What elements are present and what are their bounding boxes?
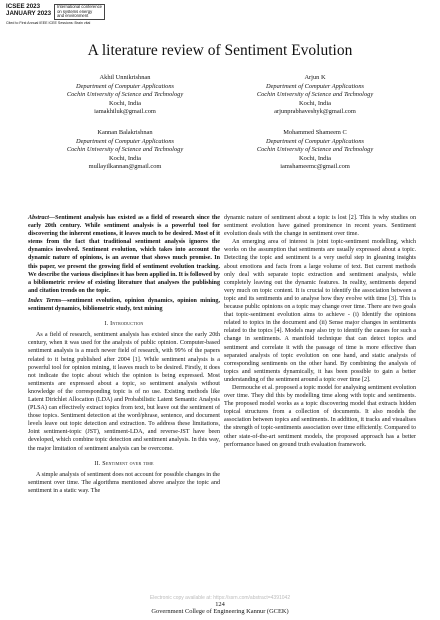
paper-title: A literature review of Sentiment Evolution xyxy=(87,42,353,59)
conference-box xyxy=(54,4,105,20)
author-name: Akhil Unnikrishnan xyxy=(99,74,151,81)
author-institution: Cochin University of Science and Technology xyxy=(66,91,184,99)
left-column xyxy=(28,214,220,495)
index-terms-label: Index Terms xyxy=(28,297,62,304)
conference-note: Cited to First Annual IEEE ICEE Sessions: Brain vital xyxy=(6,20,91,25)
author-city: Kochi, India xyxy=(299,154,331,162)
conference-box-line-3: and environment xyxy=(57,13,89,19)
author-department: Department of Computer Applications xyxy=(265,82,365,90)
author-name: Kannan Balakrishnan xyxy=(97,129,153,136)
author-block xyxy=(220,74,410,117)
author-department: Department of Computer Applications xyxy=(75,137,175,145)
section-heading-sentiment-over-time: II. Sentiment over time xyxy=(94,460,154,467)
abstract-label: Abstract xyxy=(28,215,49,221)
conference-box-line-2: on systems energy xyxy=(57,8,93,14)
author-email: iamakhiluk@gmail.com xyxy=(94,108,156,116)
author-institution: Cochin University of Science and Technology xyxy=(256,91,374,99)
author-city: Kochi, India xyxy=(109,99,141,107)
ssrn-watermark: Electronic copy available at: https://ssrn.com/abstract=4391042 xyxy=(149,595,291,601)
right-paragraph-1: dynamic nature of sentiment about a topic is lost [2]. This is why studies on sentiment evolution have gained prominence in recent years. Sentiment evolution deals with the change in sentiment over time. xyxy=(224,215,416,238)
conference-code: ICSEE 2023 xyxy=(6,3,41,10)
footer-line: Government College of Engineering Kannur (GCEK) xyxy=(151,608,289,616)
introduction-paragraph: As a field of research, sentiment analysis has existed since the early 20th century, when it was used for the analysis of public opinion. Computer-based sentiment analysis is a much newer field of research, with 99% of the papers related to it being published after 2004 [1]. While sentiment analysis is a powerful tool for opinion mining, it leaves much to be desired. Firstly, it does not indicate the topic about which the opinion is being expressed. Most sentiments are expressed about a topic, so sentiment analysis without knowledge of the corresponding topic is of no use. Existing methods like Latent Dirichlet Allocation (LDA) and Probabilistic Latent Semantic Analysis (PLSA) can effectively extract topics from text, but leave out the sentiment of those topics. Sentiment detection at the word/phrase, sentence, and document levels leave out topic detection and extraction. To address these limitations, Joint sentiment-topic (JST), sentiment-LDA, and reverse-JST have been developed, which combine topic detection and sentiment analysis. In this way, the major limitation of sentiment analysis can be overcome. xyxy=(28,332,220,452)
author-email: arjunprabhaveshyk@gmail.com xyxy=(274,108,356,116)
right-column xyxy=(224,214,416,449)
author-city: Kochi, India xyxy=(299,99,331,107)
author-name: Arjun K xyxy=(304,74,326,81)
page-number: 124 xyxy=(215,601,225,608)
author-email: iamshameemc@gmail.com xyxy=(280,163,350,171)
author-department: Department of Computer Applications xyxy=(265,137,365,145)
index-terms-text: —sentiment evolution, opinion dynamics, opinion mining, sentiment dynamics, bibliometric study, text mining xyxy=(28,297,220,313)
author-department: Department of Computer Applications xyxy=(75,82,175,90)
author-block xyxy=(30,74,220,117)
index-terms xyxy=(28,297,220,313)
author-block xyxy=(220,129,410,172)
author-institution: Cochin University of Science and Technology xyxy=(256,146,374,154)
author-city: Kochi, India xyxy=(109,154,141,162)
page-footer xyxy=(0,601,440,616)
conference-box-line-1: International conference xyxy=(57,4,102,9)
author-name: Mohammed Shameem C xyxy=(283,129,347,136)
author-email: mullayilkannan@gmail.com xyxy=(88,163,162,171)
author-block xyxy=(30,129,220,172)
right-paragraph-2: An emerging area of interest is joint topic-sentiment modelling, which works on the assumption that sentiments are usually expressed about a topic. Detecting the topic and sentiment is a very useful step in gleaning insights about emotions and facts from a large volume of text. But current methods only deal with separate topic extraction and sentiment analysis, while completely leaving out the dynamic features. In reality, sentiments depend very much on topic content. It is crucial to identify the association between a topic and its sentiments and to analyse how they evolve with time [3]. This is because public opinions on a topic may change over time. There are two goals that topic-sentiment evolution aims to achieve - (i) Identify the opinions related to topics in the document and (ii) Sense major changes in sentiments related to the topics [4]. Models may also try to identify the causes for such a change in sentiments. A manifold technique that can detect topics and sentiment and correlate it with the passage of time is more effective than separated analysis of topic evolution on one hand, and static analysis of corresponding sentiments on the other hand. By combining the analysis of topics and sentiments dynamically, it has been possible to gain a better understanding of the sentiment around a topic over time [2]. xyxy=(224,239,416,383)
abstract xyxy=(28,214,220,295)
sentiment-over-time-paragraph: A simple analysis of sentiment does not account for possible changes in the sentiment over time. The algorithms mentioned above analyze the topic and sentiment in a static way. The xyxy=(28,471,220,494)
journal-header xyxy=(6,4,156,25)
abstract-text: —Sentiment analysis has existed as a field of research since the early 20th century. While sentiment analysis is a powerful tool for discovering the inherent emotions, it leaves much to be desired. Most of it stems from the fact that traditional sentiment analysis ignores the dynamics involved. Sentiment evolution, which takes into account the dynamic nature of opinions, is an avenue that shows much promise. In this paper, we present the growing field of sentiment evolution tracking. We describe the various disciplines it has been applied in. It is followed by a bibliometric review of existing literature that analyses the publishing and citation trends on the topic. xyxy=(28,215,220,294)
right-paragraph-3: Dermouche et al. proposed a topic model for analysing sentiment evolution over time. They did this by modelling time along with topic and sentiments. The proposed model works as a topic discovering model that extracts hidden topical structures from a collection of documents. It also models the association between topics and sentiments. In addition, it tracks and visualises the strength of topic-sentiments association over time efficiently. Compared to other state-of-the-art sentiment models, the proposed approach has a better performance based on ground truth evaluation framework. xyxy=(224,384,416,448)
conference-date: JANUARY 2023 xyxy=(6,9,52,17)
conference-name xyxy=(6,4,51,17)
section-heading-introduction: I. Introduction xyxy=(104,321,144,328)
author-institution: Cochin University of Science and Technology xyxy=(66,146,184,154)
